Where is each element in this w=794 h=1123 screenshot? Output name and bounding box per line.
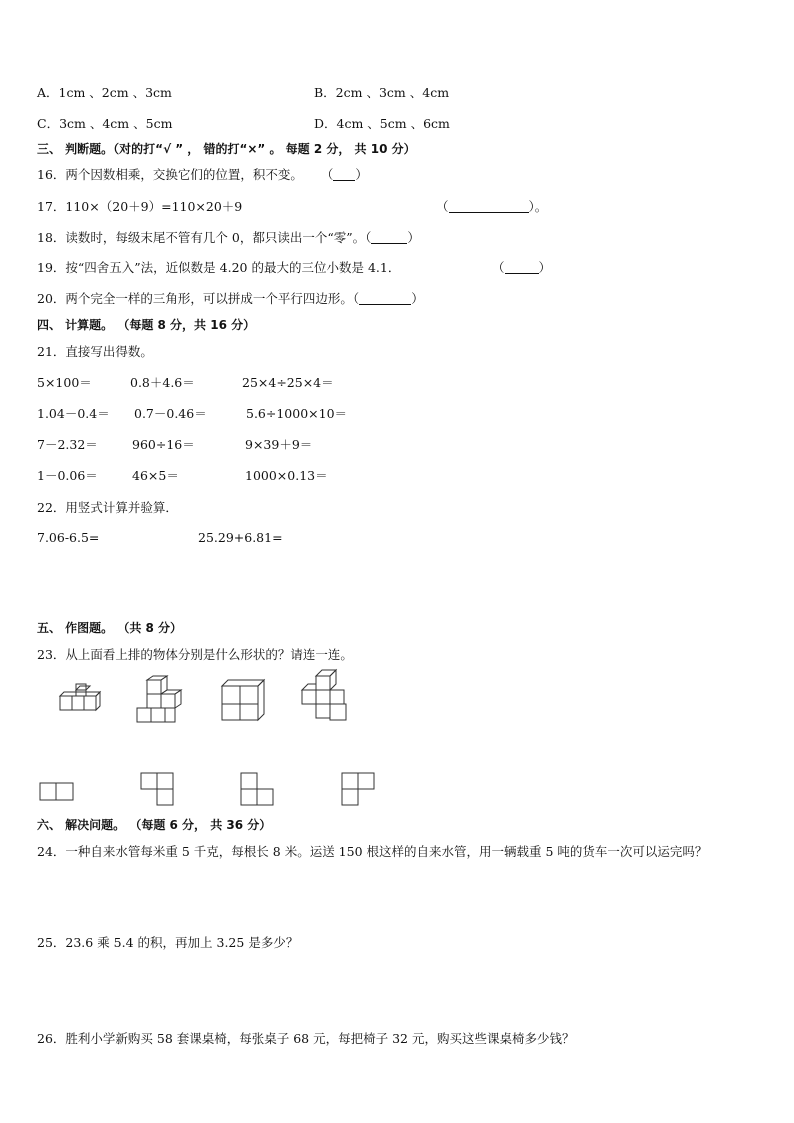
choice-b: B．2cm 、3cm 、4cm bbox=[314, 85, 450, 100]
question-19-answer bbox=[492, 260, 551, 276]
question-17-text: 17．110×（20＋9）=110×20＋9 bbox=[37, 199, 243, 214]
paren-open: （ bbox=[436, 199, 449, 214]
cube-figure-3 bbox=[218, 678, 270, 724]
calc-item: 0.8＋4.6＝ bbox=[130, 375, 195, 390]
question-21-text: 21．直接写出得数。 bbox=[37, 344, 153, 359]
calc-item: 960÷16＝ bbox=[132, 437, 195, 452]
answer-blank-18[interactable] bbox=[371, 231, 407, 244]
paren-open: （ bbox=[320, 167, 334, 182]
question-20-text: 20．两个完全一样的三角形，可以拼成一个平行四边形。 bbox=[37, 291, 353, 306]
cube-figure-4 bbox=[298, 670, 356, 726]
top-view-shape-4[interactable] bbox=[341, 772, 381, 812]
paren-open: （ bbox=[492, 260, 505, 275]
calc-item: 5.6÷1000×10＝ bbox=[246, 406, 348, 421]
answer-blank-20[interactable] bbox=[359, 292, 411, 305]
question-22-text: 22．用竖式计算并验算． bbox=[37, 500, 178, 515]
paren-close: ） bbox=[355, 167, 368, 182]
choice-d: D．4cm 、5cm 、6cm bbox=[314, 116, 450, 131]
top-view-shape-1[interactable] bbox=[39, 782, 79, 804]
cube-figure-1 bbox=[54, 684, 104, 724]
section5-title: 五、 作图题。 （共 8 分） bbox=[37, 621, 183, 635]
calc-item: 9×39＋9＝ bbox=[245, 437, 313, 452]
calc-item: 1.04－0.4＝ bbox=[37, 406, 110, 421]
top-view-shape-2[interactable] bbox=[140, 772, 180, 812]
question-18 bbox=[37, 230, 420, 246]
question-20 bbox=[37, 291, 424, 307]
vertical-calc-item: 25.29+6.81= bbox=[198, 530, 283, 545]
section3-title: 三、 判断题。（对的打“√ ” ， 错的打“×” 。 每题 2 分， 共 10 分） bbox=[37, 142, 416, 156]
paren-close: ） bbox=[411, 291, 424, 306]
calc-item: 46×5＝ bbox=[132, 468, 179, 483]
question-23-text: 23．从上面看上排的物体分别是什么形状的？请连一连。 bbox=[37, 647, 353, 662]
calc-item: 25×4÷25×4＝ bbox=[242, 375, 334, 390]
answer-blank-16[interactable] bbox=[333, 168, 355, 181]
paren-open: （ bbox=[352, 291, 360, 306]
calc-item: 5×100＝ bbox=[37, 375, 92, 390]
vertical-calc-item: 7.06-6.5= bbox=[37, 530, 100, 545]
question-18-text: 18．读数时，每级末尾不管有几个 0，都只读出一个“零”。 bbox=[37, 230, 366, 245]
question-16-text: 16．两个因数相乘，交换它们的位置，积不变。 bbox=[37, 167, 303, 182]
paren-open: （ bbox=[365, 230, 372, 245]
calc-item: 0.7－0.46＝ bbox=[134, 406, 207, 421]
question-17-answer bbox=[436, 199, 547, 215]
question-26-text: 26．胜利小学新购买 58 套课桌椅，每张桌子 68 元，每把椅子 32 元，购买这些课桌椅多少钱？ bbox=[37, 1031, 575, 1046]
question-19-text: 19．按“四舍五入”法，近似数是 4.20 的最大的三位小数是 4.1． bbox=[37, 260, 401, 275]
cube-figure-2 bbox=[133, 676, 189, 726]
answer-blank-17[interactable] bbox=[449, 200, 529, 213]
answer-blank-19[interactable] bbox=[505, 261, 539, 274]
top-view-shape-3[interactable] bbox=[240, 772, 280, 812]
choice-c: C．3cm 、4cm 、5cm bbox=[37, 116, 173, 131]
calc-item: 7－2.32＝ bbox=[37, 437, 98, 452]
question-16 bbox=[37, 167, 368, 183]
paren-close-period: ）。 bbox=[528, 199, 548, 214]
paren-close: ） bbox=[538, 260, 552, 275]
question-25-text: 25．23.6 乘 5.4 的积，再加上 3.25 是多少？ bbox=[37, 935, 299, 950]
calc-item: 1－0.06＝ bbox=[37, 468, 98, 483]
question-24-text: 24．一种自来水管每米重 5 千克，每根长 8 米。运送 150 根这样的自来水管，用一辆载重 5 吨的货车一次可以运完吗？ bbox=[37, 844, 708, 859]
paren-close: ） bbox=[407, 230, 420, 245]
section4-title: 四、 计算题。 （每题 8 分，共 16 分） bbox=[37, 318, 256, 332]
choice-a: A．1cm 、2cm 、3cm bbox=[37, 85, 172, 100]
section6-title: 六、 解决问题。 （每题 6 分， 共 36 分） bbox=[37, 818, 272, 832]
calc-item: 1000×0.13＝ bbox=[245, 468, 328, 483]
